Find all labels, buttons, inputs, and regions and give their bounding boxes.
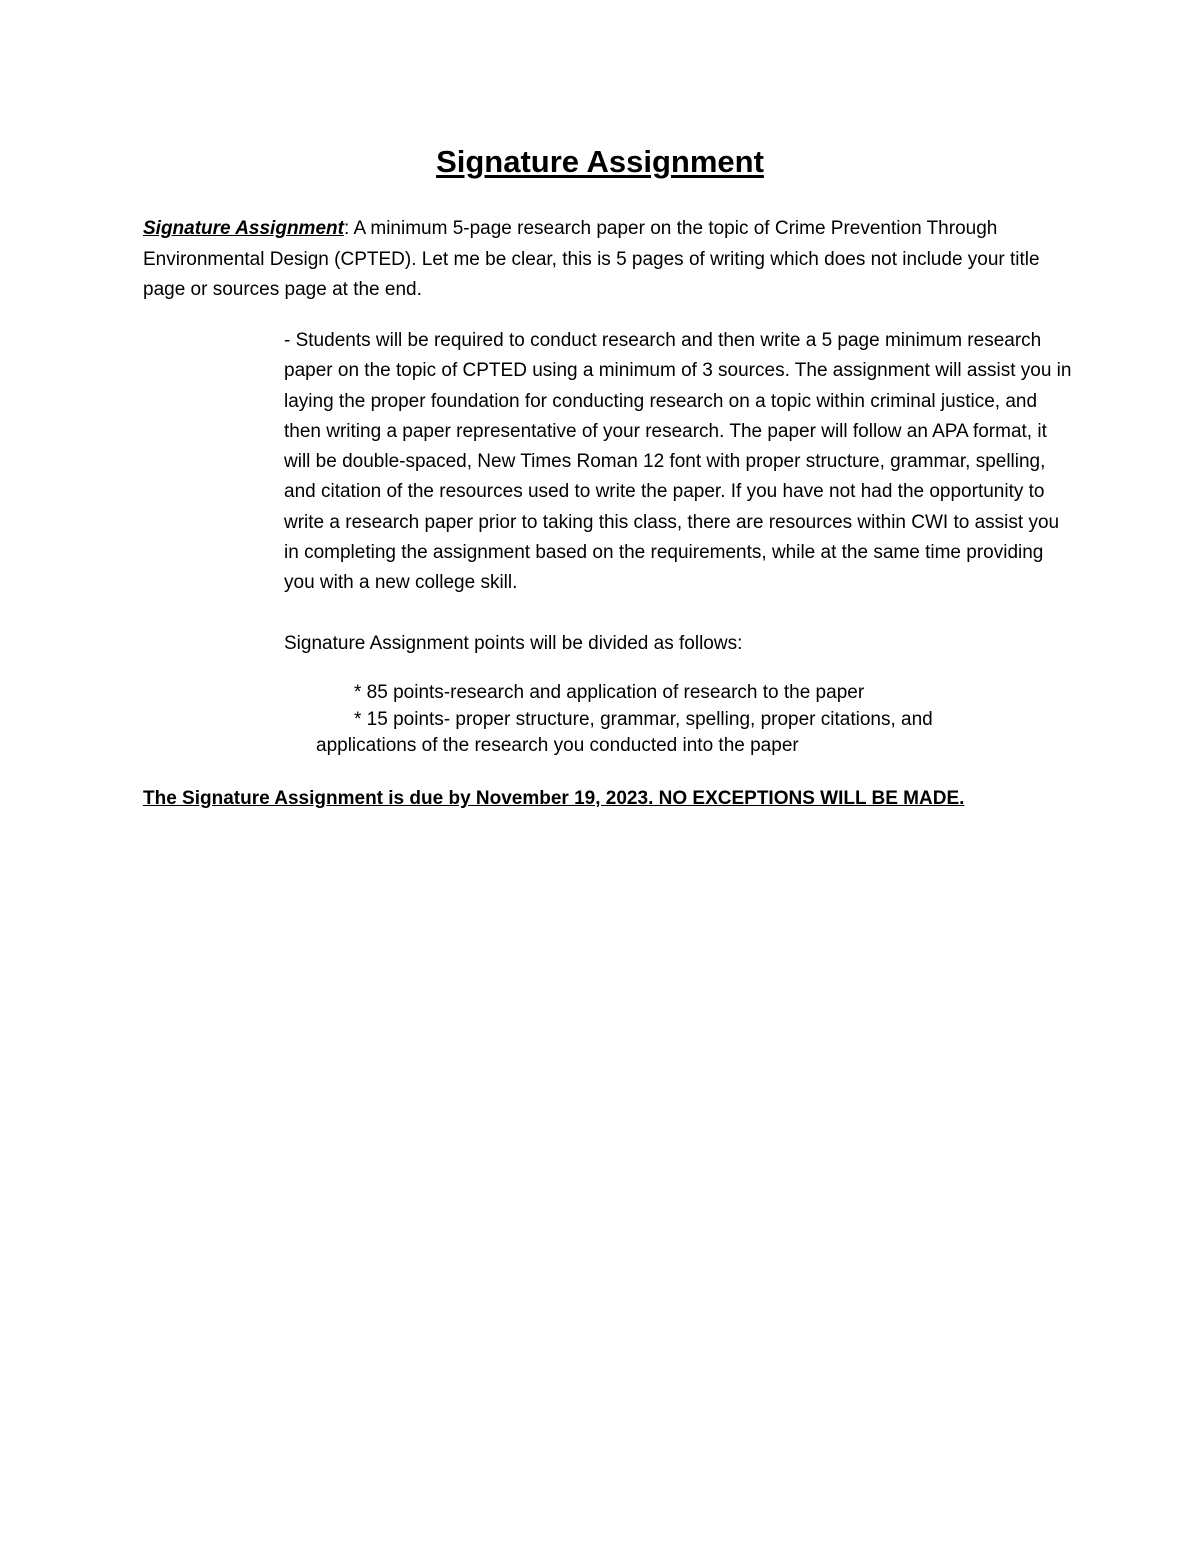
points-item-research: * 85 points-research and application of research to the paper — [354, 682, 865, 703]
page-title: Signature Assignment — [436, 144, 764, 179]
points-heading: Signature Assignment points will be divided as follows: — [284, 633, 743, 654]
due-date-notice: The Signature Assignment is due by November 19, 2023. NO EXCEPTIONS WILL BE MADE. — [143, 788, 965, 809]
points-item-structure: * 15 points- proper structure, grammar, spelling, proper citations, and applications of the research you conducted into the paper — [316, 708, 933, 756]
points-list — [316, 680, 1036, 760]
intro-text: : A minimum 5-page research paper on the topic of Crime Prevention Through Environmental Design (CPTED). Let me be clear, this is 5 pages of writing which does not include your title page or sources page at the end. — [143, 218, 1040, 300]
requirements-paragraph: - Students will be required to conduct research and then write a 5 page minimum research paper on the topic of CPTED using a minimum of 3 sources. The assignment will assist you in laying the proper foundation for conducting research on a topic within criminal justice, and then writing a paper representative of your research. The paper will follow an APA format, it will be double-spaced, New Times Roman 12 font with proper structure, grammar, spelling, and citation of the resources used to write the paper. If you have not had the opportunity to write a research paper prior to taking this class, there are resources within CWI to assist you in completing the assignment based on the requirements, while at the same time providing you with a new college skill. — [284, 330, 1072, 594]
intro-label: Signature Assignment — [143, 218, 344, 239]
intro-paragraph — [143, 214, 1053, 306]
